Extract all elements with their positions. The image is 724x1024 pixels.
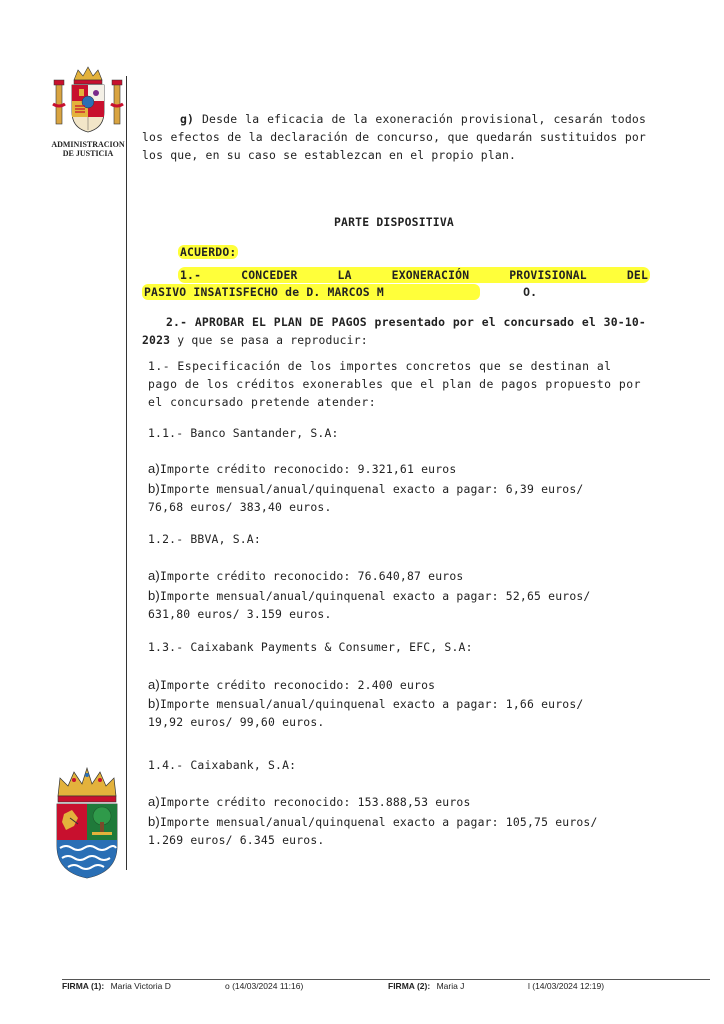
signature-2-label: FIRMA (2): (388, 981, 431, 991)
item-a-text: Importe crédito reconocido: 153.888,53 euros (159, 795, 471, 809)
creditor-payment (148, 587, 618, 623)
creditor-title: 1.3.- Caixabank Payments & Consumer, EFC, S.A: (148, 640, 473, 654)
signature-2-name: Maria J (436, 981, 465, 991)
creditor-title: 1.1.- Banco Santander, S.A: (148, 426, 339, 440)
creditor-title: 1.4.- Caixabank, S.A: (148, 758, 297, 772)
item-a-label: a) (148, 677, 160, 692)
margin-divider (126, 76, 127, 870)
creditor-payment (148, 695, 608, 731)
item-a-label: a) (148, 461, 160, 476)
institution-line2: DE JUSTICIA (62, 149, 114, 158)
item1-line1-text: 1.- CONCEDER LA EXONERACIÓN PROVISIONAL DEL (180, 268, 648, 282)
item1-line2 (142, 284, 542, 300)
section-title: PARTE DISPOSITIVA (334, 215, 454, 229)
signature-2 (388, 981, 605, 991)
item-a-text: Importe crédito reconocido: 76.640,87 euros (159, 569, 464, 583)
item-a-text: Importe crédito reconocido: 9.321,61 euros (159, 462, 457, 476)
institution-line1: ADMINISTRACION (51, 140, 125, 149)
item-b-label: b) (148, 481, 160, 496)
item-b-label: b) (148, 696, 160, 711)
paragraph-g-text: Desde la eficacia de la exoneración provisional, cesarán todos los efectos de la declaración de concurso, que quedarán sustituidos por los que, en su caso se establezcan en el propio plan. (142, 112, 646, 162)
item-b-label: b) (148, 588, 160, 603)
regional-shield-icon (52, 766, 122, 880)
item2 (142, 313, 646, 349)
specification-text: 1.- Especificación de los importes concretos que se destinan al pago de los créditos exonerables que el plan de pagos propuesto por el concursado pretende atender: (148, 359, 641, 409)
extremadura-coat-of-arms (52, 766, 122, 880)
spain-coat-of-arms (50, 64, 126, 138)
signature-1-date: o (14/03/2024 11:16) (225, 981, 304, 991)
item-b-label: b) (148, 814, 160, 829)
creditor-amount (148, 793, 648, 811)
item-a-text: Importe crédito reconocido: 2.400 euros (159, 678, 436, 692)
item1-suffix: O. (523, 285, 538, 299)
item-b-text: Importe mensual/anual/quinquenal exacto a pagar: 6,39 euros/ 76,68 euros/ 383,40 euros. (148, 482, 584, 514)
creditor-payment (148, 813, 618, 849)
paragraph-g-label: g) (180, 112, 195, 126)
signature-1-name: Maria Victoria D (110, 981, 171, 991)
item1-line2-text: PASIVO INSATISFECHO de D. MARCOS M (142, 284, 480, 300)
signature-1-label: FIRMA (1): (62, 981, 105, 991)
creditor-amount (148, 676, 648, 694)
paragraph-g (142, 110, 646, 164)
item2-rest: y que se pasa a reproducir: (177, 333, 368, 347)
creditor-amount (148, 567, 648, 585)
creditor-payment (148, 480, 618, 516)
acuerdo-label (178, 245, 238, 259)
item1-line1 (178, 267, 650, 283)
signature-2-date: l (14/03/2024 12:19) (528, 981, 605, 991)
creditor-amount (148, 460, 648, 478)
item-b-text: Importe mensual/anual/quinquenal exacto a pagar: 1,66 euros/ 19,92 euros/ 99,60 euros. (148, 697, 584, 729)
signature-1 (62, 981, 304, 991)
item-b-text: Importe mensual/anual/quinquenal exacto a pagar: 105,75 euros/ 1.269 euros/ 6.345 euros. (148, 815, 598, 847)
coat-of-arms-icon (50, 64, 126, 138)
item-a-label: a) (148, 568, 160, 583)
institution-caption (44, 140, 132, 158)
creditor-title: 1.2.- BBVA, S.A: (148, 532, 261, 546)
item2-bold: 2.- APROBAR EL PLAN DE PAGOS presentado por el concursado el 30-10-2023 (142, 315, 646, 347)
item-a-label: a) (148, 794, 160, 809)
footer-rule (62, 979, 710, 980)
item-b-text: Importe mensual/anual/quinquenal exacto a pagar: 52,65 euros/ 631,80 euros/ 3.159 euros. (148, 589, 591, 621)
acuerdo-text: ACUERDO: (180, 245, 237, 259)
